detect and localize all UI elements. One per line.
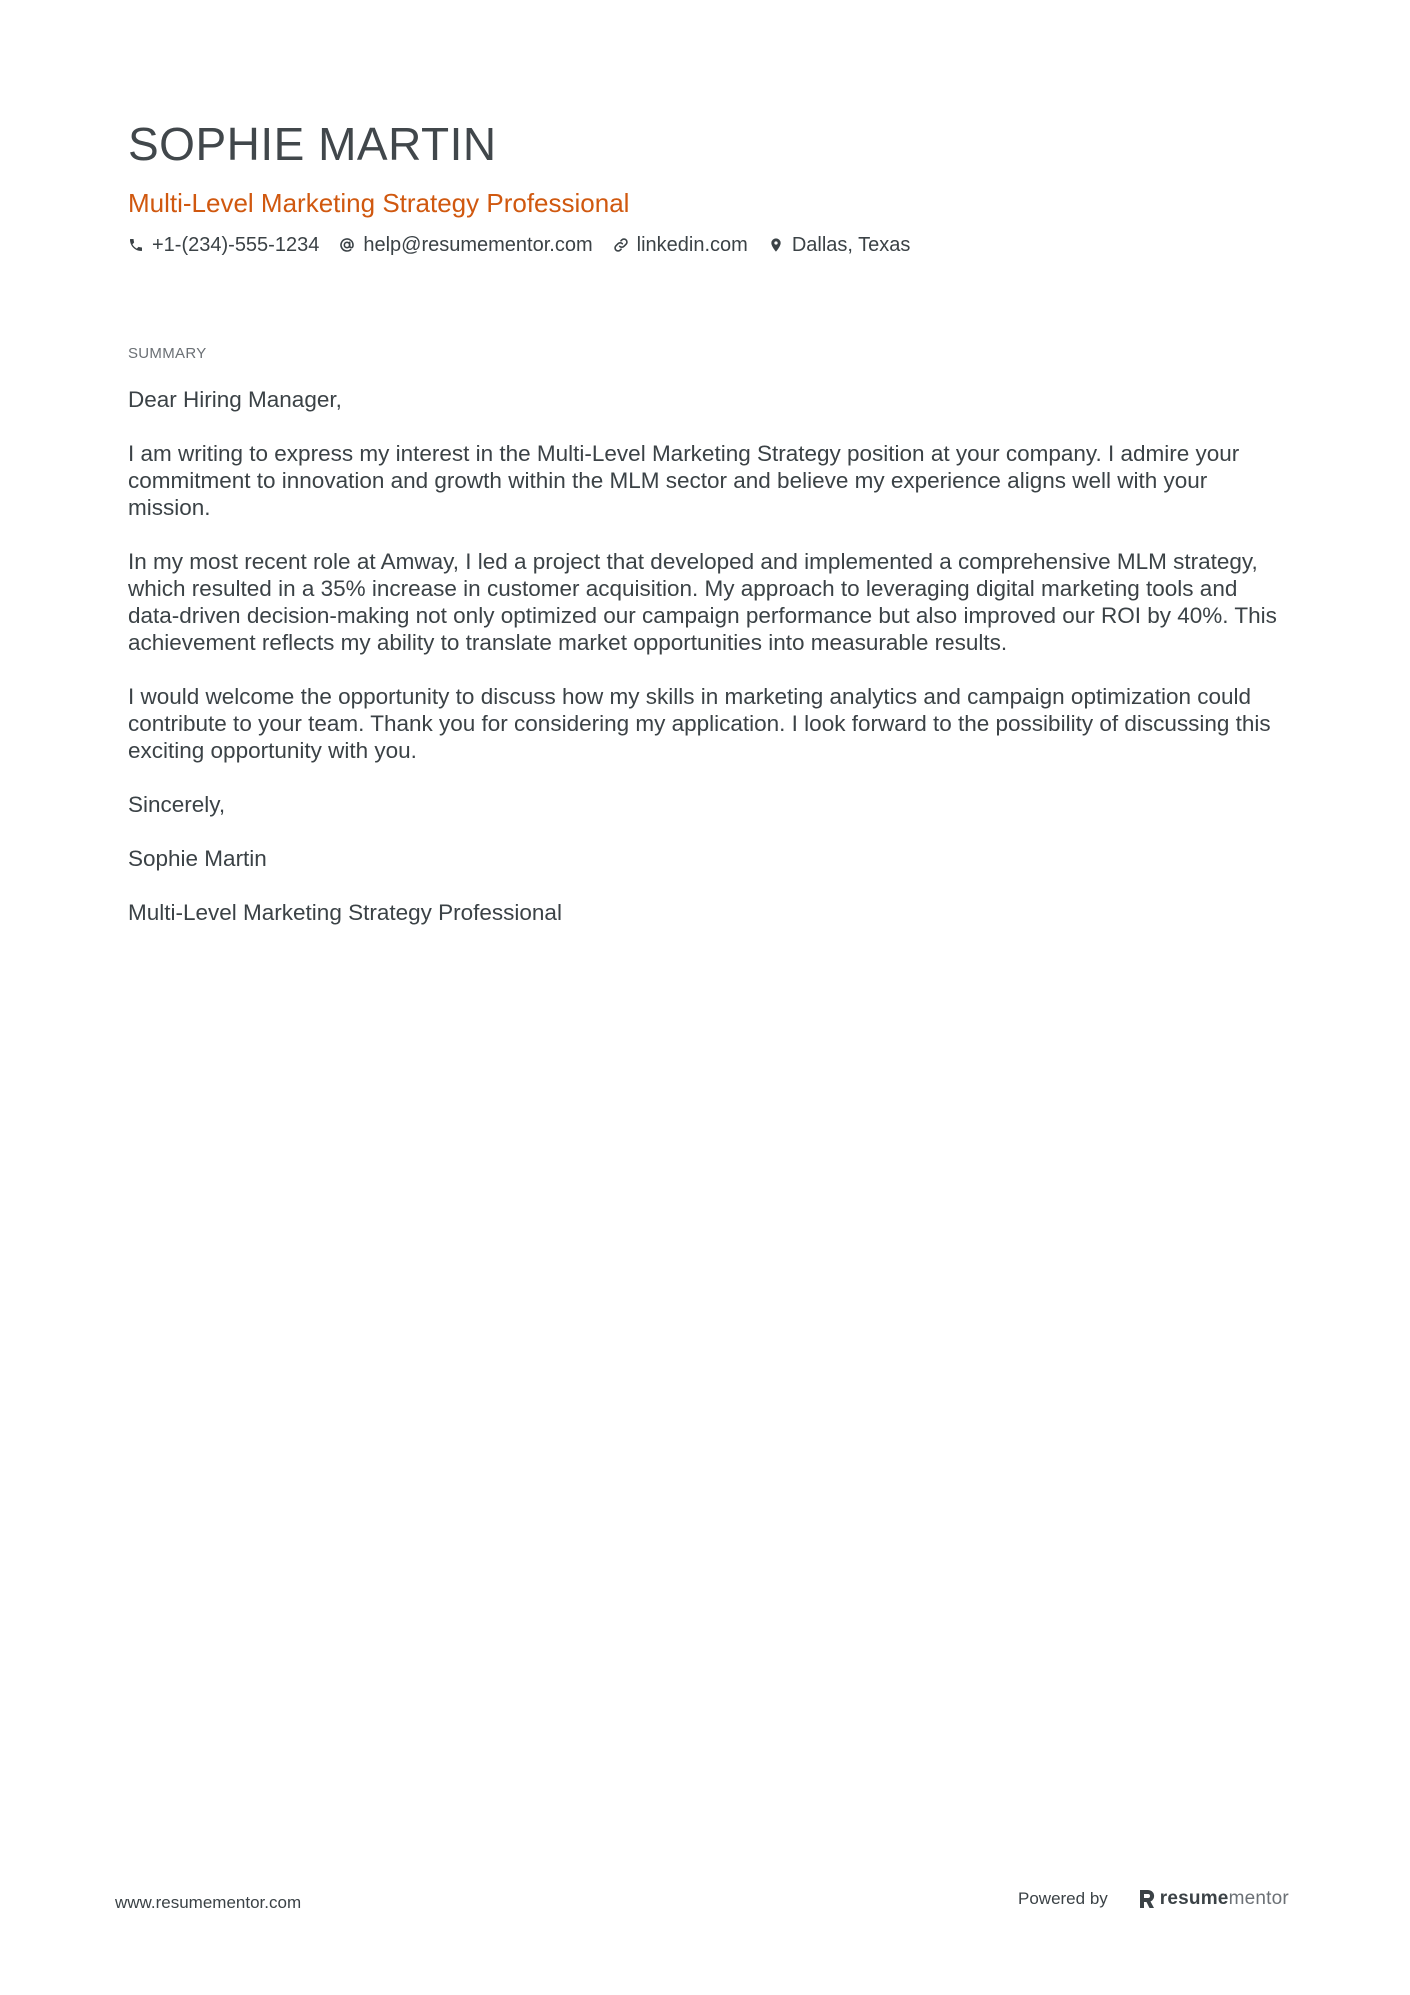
contact-location xyxy=(768,232,911,258)
letter-paragraph: In my most recent role at Amway, I led a project that developed and implemented a comprehensive MLM strategy, which resulted in a 35% increase in customer acquisition. My approach to leveraging digital marketing tools and data-driven decision-making not only optimized our campaign performance but also improved our ROI by 40%. This achievement reflects my ability to translate market opportunities into measurable results. xyxy=(128,549,1277,655)
letter-paragraph: I would welcome the opportunity to discuss how my skills in marketing analytics and campaign optimization could contribute to your team. Thank you for considering my application. I look forward to the possibility of discussing this exciting opportunity with you. xyxy=(128,684,1271,763)
footer-website[interactable]: www.resumementor.com xyxy=(115,1893,302,1912)
contact-email[interactable] xyxy=(339,232,592,258)
footer-branding xyxy=(1018,1888,1289,1910)
linkedin-text: linkedin.com xyxy=(636,234,748,256)
signature-name: Sophie Martin xyxy=(128,846,267,871)
cover-letter-page xyxy=(128,112,1288,953)
location-pin-icon xyxy=(768,237,784,253)
candidate-role: Multi-Level Marketing Strategy Professional xyxy=(128,188,630,218)
letter-paragraph: I am writing to express my interest in the Multi-Level Marketing Strategy position at your company. I admire your commitment to innovation and growth within the MLM sector and believe my experience aligns well with your mission. xyxy=(128,441,1240,520)
email-text: help@resumementor.com xyxy=(363,234,593,256)
phone-icon xyxy=(128,237,144,253)
signature-title: Multi-Level Marketing Strategy Professional xyxy=(128,900,562,925)
resumementor-logo-icon xyxy=(1138,1888,1156,1910)
salutation: Dear Hiring Manager, xyxy=(128,387,342,412)
resumementor-logo[interactable] xyxy=(1138,1888,1289,1910)
location-text: Dallas, Texas xyxy=(791,234,911,256)
powered-by-label: Powered by xyxy=(1018,1889,1108,1908)
brand-text-bold: resume xyxy=(1159,1888,1229,1909)
letter-body xyxy=(128,386,1288,926)
contact-phone xyxy=(128,232,319,258)
contact-linkedin[interactable] xyxy=(613,232,748,258)
at-icon xyxy=(339,237,355,253)
summary-heading: SUMMARY xyxy=(128,345,207,362)
brand-text-light: mentor xyxy=(1228,1888,1289,1909)
closing: Sincerely, xyxy=(128,792,226,817)
phone-text: +1-(234)-555-1234 xyxy=(152,234,320,256)
contact-bar xyxy=(128,232,1288,258)
link-icon xyxy=(613,237,629,253)
candidate-name: SOPHIE MARTIN xyxy=(128,118,497,170)
